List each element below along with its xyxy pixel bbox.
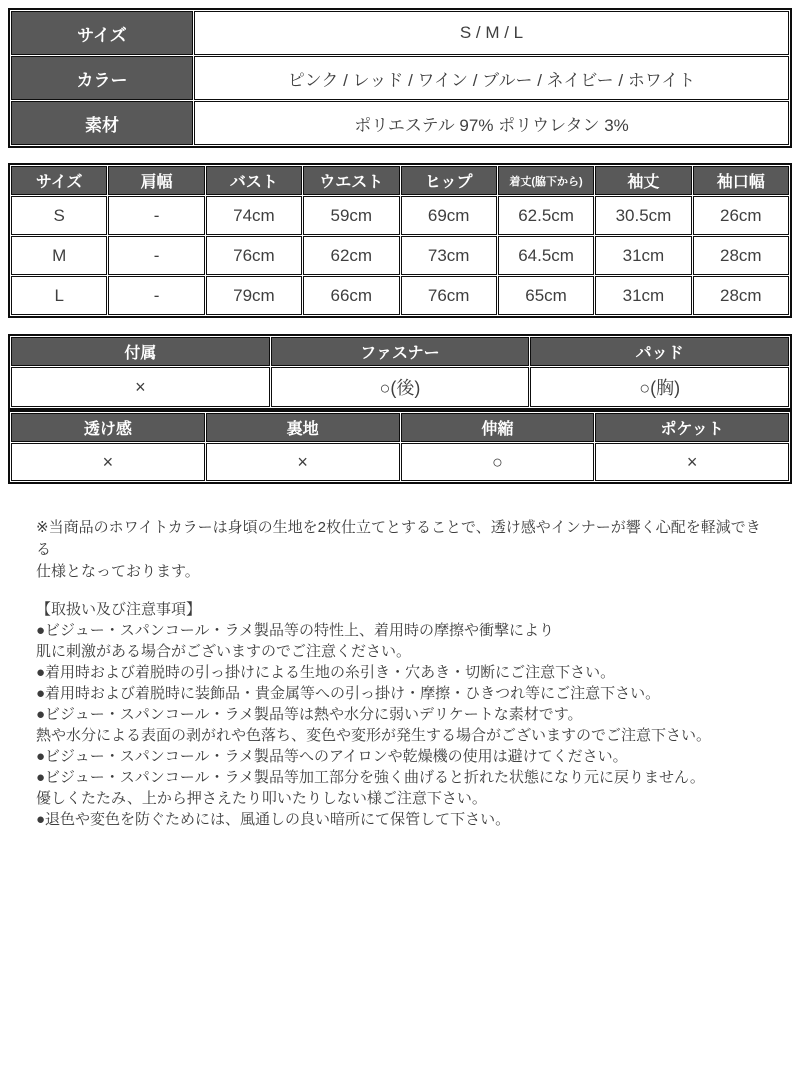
cell: 28cm bbox=[693, 236, 789, 275]
cell: - bbox=[108, 276, 204, 315]
size-measurement-table bbox=[8, 163, 792, 318]
summary-value-color: ピンク / レッド / ワイン / ブルー / ネイビー / ホワイト bbox=[194, 56, 789, 100]
disclaimer-line: ※当商品のホワイトカラーは身頃の生地を2枚仕立てとすることで、透け感やインナーが響く心配を軽減できる bbox=[36, 519, 761, 558]
disclaimer-line: 仕様となっております。 bbox=[36, 563, 200, 580]
col-header-size: サイズ bbox=[11, 166, 107, 195]
notes-section bbox=[36, 517, 772, 830]
cell: S bbox=[11, 196, 107, 235]
table-row-size-l bbox=[11, 276, 789, 315]
table-row-size-s bbox=[11, 196, 789, 235]
col-header-lining: 裏地 bbox=[206, 413, 400, 442]
col-header-zipper: ファスナー bbox=[271, 337, 530, 366]
col-header-cuff-width: 袖口幅 bbox=[693, 166, 789, 195]
table-row bbox=[11, 443, 789, 481]
value-accessory: × bbox=[11, 367, 270, 407]
care-note-line: ●ビジュー・スパンコール・ラメ製品等の特性上、着用時の摩擦や衝撃により bbox=[36, 622, 555, 639]
col-header-accessory: 付属 bbox=[11, 337, 270, 366]
cell: 62cm bbox=[303, 236, 399, 275]
cell: - bbox=[108, 236, 204, 275]
cell: M bbox=[11, 236, 107, 275]
cell: 73cm bbox=[401, 236, 497, 275]
cell: 76cm bbox=[401, 276, 497, 315]
cell: - bbox=[108, 196, 204, 235]
value-zipper: ○(後) bbox=[271, 367, 530, 407]
col-header-bust: バスト bbox=[206, 166, 302, 195]
cell: 79cm bbox=[206, 276, 302, 315]
summary-label-color: カラー bbox=[11, 56, 193, 100]
cell: 30.5cm bbox=[595, 196, 691, 235]
table-header-row bbox=[11, 413, 789, 442]
value-pad: ○(胸) bbox=[530, 367, 789, 407]
table-row-size-m bbox=[11, 236, 789, 275]
col-header-pad: パッド bbox=[530, 337, 789, 366]
cell: 62.5cm bbox=[498, 196, 594, 235]
care-notes-list bbox=[36, 620, 772, 830]
col-header-length: 着丈(脇下から) bbox=[498, 166, 594, 195]
col-header-stretch: 伸縮 bbox=[401, 413, 595, 442]
col-header-pocket: ポケット bbox=[595, 413, 789, 442]
summary-value-material: ポリエステル 97% ポリウレタン 3% bbox=[194, 101, 789, 145]
col-header-waist: ウエスト bbox=[303, 166, 399, 195]
summary-label-material: 素材 bbox=[11, 101, 193, 145]
care-note-line: 優しくたたみ、上から押さえたり叩いたりしない様ご注意下さい。 bbox=[36, 790, 487, 807]
cell: 76cm bbox=[206, 236, 302, 275]
cell: 64.5cm bbox=[498, 236, 594, 275]
product-summary-table bbox=[8, 8, 792, 148]
feature-table-a bbox=[8, 334, 792, 410]
white-color-disclaimer bbox=[36, 517, 772, 583]
col-header-sheerness: 透け感 bbox=[11, 413, 205, 442]
cell: 66cm bbox=[303, 276, 399, 315]
col-header-hip: ヒップ bbox=[401, 166, 497, 195]
care-note-line: 肌に刺激がある場合がございますのでご注意ください。 bbox=[36, 643, 412, 660]
care-note-line: 熱や水分による表面の剥がれや色落ち、変色や変形が発生する場合がございますのでご注意下さい。 bbox=[36, 727, 712, 744]
care-note-line: ●着用時および着脱時に装飾品・貴金属等への引っ掛け・摩擦・ひきつれ等にご注意下さい。 bbox=[36, 685, 661, 702]
table-row bbox=[11, 56, 789, 100]
cell: 65cm bbox=[498, 276, 594, 315]
cell: 26cm bbox=[693, 196, 789, 235]
care-note-line: ●退色や変色を防ぐためには、風通しの良い暗所にて保管して下さい。 bbox=[36, 811, 511, 828]
care-note-line: ●ビジュー・スパンコール・ラメ製品等へのアイロンや乾燥機の使用は避けてください。 bbox=[36, 748, 628, 765]
table-row bbox=[11, 367, 789, 407]
care-notes-heading: 【取扱い及び注意事項】 bbox=[36, 601, 202, 618]
care-note-line: ●ビジュー・スパンコール・ラメ製品等加工部分を強く曲げると折れた状態になり元に戻りません。 bbox=[36, 769, 705, 786]
table-header-row bbox=[11, 337, 789, 366]
value-stretch: ○ bbox=[401, 443, 595, 481]
value-pocket: × bbox=[595, 443, 789, 481]
table-header-row bbox=[11, 166, 789, 195]
value-sheerness: × bbox=[11, 443, 205, 481]
table-row bbox=[11, 101, 789, 145]
col-header-shoulder: 肩幅 bbox=[108, 166, 204, 195]
cell: 74cm bbox=[206, 196, 302, 235]
table-row bbox=[11, 11, 789, 55]
cell: L bbox=[11, 276, 107, 315]
cell: 28cm bbox=[693, 276, 789, 315]
value-lining: × bbox=[206, 443, 400, 481]
cell: 59cm bbox=[303, 196, 399, 235]
care-note-line: ●着用時および着脱時の引っ掛けによる生地の糸引き・穴あき・切断にご注意下さい。 bbox=[36, 664, 616, 681]
cell: 69cm bbox=[401, 196, 497, 235]
cell: 31cm bbox=[595, 276, 691, 315]
col-header-sleeve-length: 袖丈 bbox=[595, 166, 691, 195]
cell: 31cm bbox=[595, 236, 691, 275]
care-note-line: ●ビジュー・スパンコール・ラメ製品等は熱や水分に弱いデリケートな素材です。 bbox=[36, 706, 583, 723]
feature-table-b bbox=[8, 410, 792, 484]
summary-value-size: S / M / L bbox=[194, 11, 789, 55]
spacer bbox=[36, 583, 772, 599]
summary-label-size: サイズ bbox=[11, 11, 193, 55]
